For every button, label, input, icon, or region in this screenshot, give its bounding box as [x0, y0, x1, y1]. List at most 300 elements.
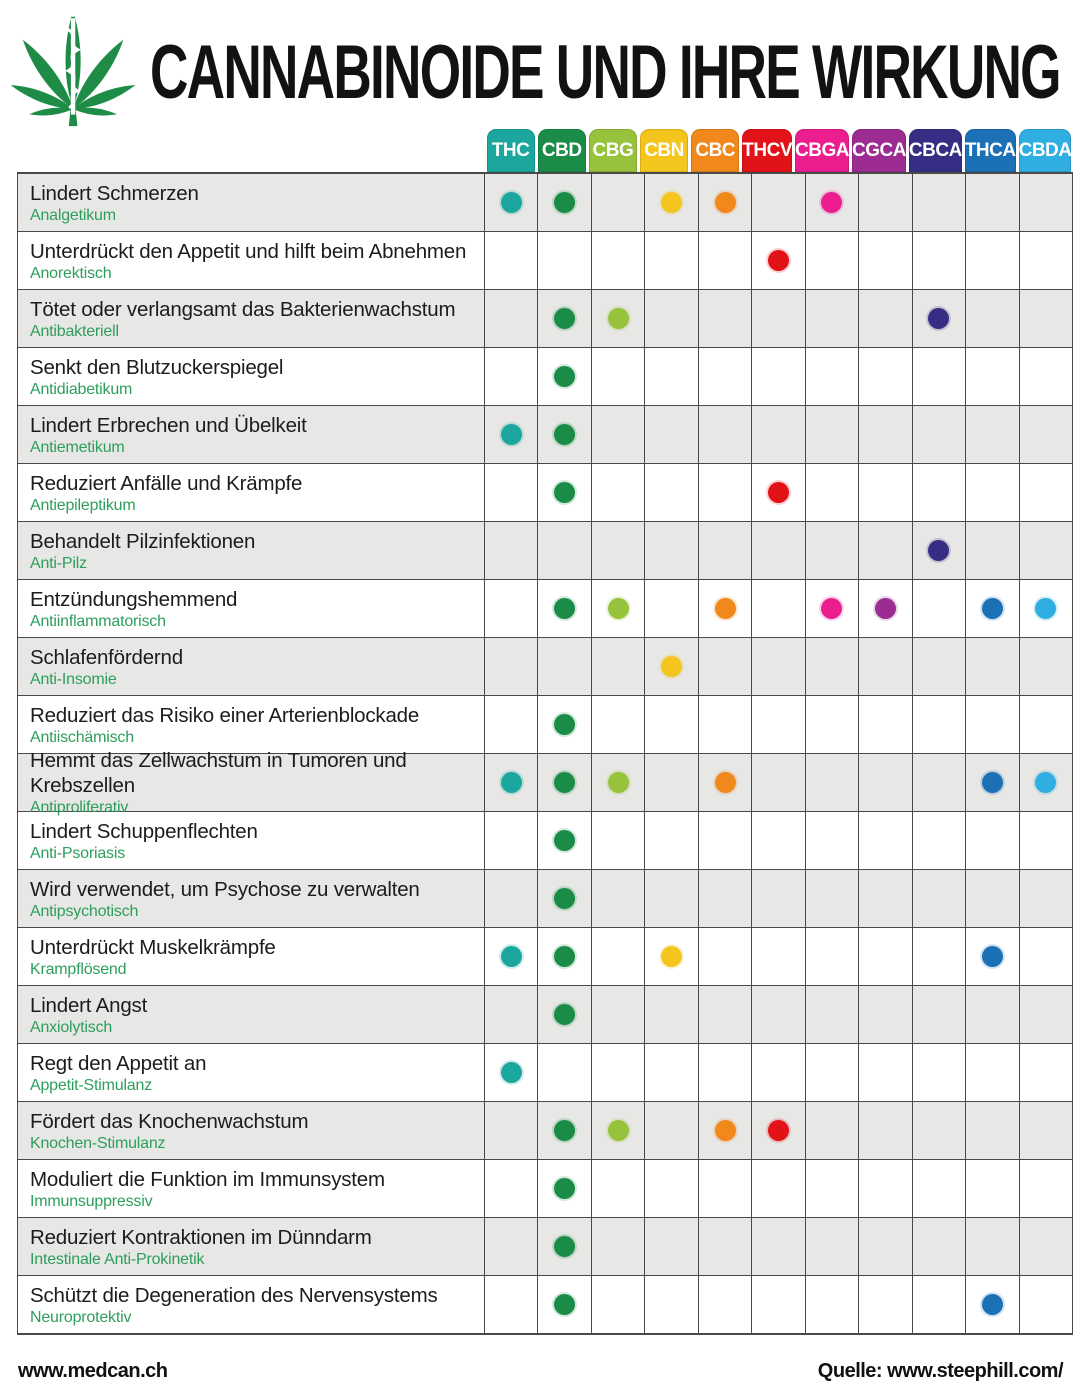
- dot-cell-CBC: [699, 580, 752, 637]
- table-row: [18, 580, 1072, 638]
- dot-cell-CBD: [538, 348, 591, 405]
- row-label-cell: [18, 174, 485, 231]
- dot-cell-THCA: [966, 464, 1019, 521]
- dot-CBD: [554, 1294, 575, 1315]
- effect-label: Lindert Schmerzen: [30, 181, 199, 205]
- dot-cell-CBD: [538, 464, 591, 521]
- column-header-tabs: [485, 129, 1073, 172]
- dot-CBC: [715, 598, 736, 619]
- dot-CBDA: [1035, 598, 1056, 619]
- dot-CBD: [554, 946, 575, 967]
- dot-cell-THCV: [752, 174, 805, 231]
- dot-cell-THCV: [752, 638, 805, 695]
- dot-cell-CBCA: [913, 1160, 966, 1217]
- dot-cell-CBC: [699, 812, 752, 869]
- effect-label: Fördert das Knochenwachstum: [30, 1109, 309, 1133]
- dot-cell-THCA: [966, 1160, 1019, 1217]
- dot-cell-CBDA: [1020, 870, 1072, 927]
- dot-cell-THCV: [752, 1044, 805, 1101]
- dot-cell-CBC: [699, 464, 752, 521]
- dot-cell-CGCA: [859, 1218, 912, 1275]
- dot-cell-THCV: [752, 696, 805, 753]
- dot-cell-CBCA: [913, 232, 966, 289]
- dot-cell-CBCA: [913, 464, 966, 521]
- dot-cell-CBD: [538, 754, 591, 811]
- dot-cell-CBDA: [1020, 174, 1072, 231]
- row-label-cell: [18, 348, 485, 405]
- dot-cell-CBDA: [1020, 580, 1072, 637]
- dot-CBD: [554, 1004, 575, 1025]
- dot-CBD: [554, 772, 575, 793]
- dot-cell-THCA: [966, 928, 1019, 985]
- effect-label: Lindert Schuppenflechten: [30, 819, 258, 843]
- dot-cell-CBN: [645, 290, 698, 347]
- dot-cell-CBD: [538, 1160, 591, 1217]
- dot-CBD: [554, 1236, 575, 1257]
- dot-cell-CBG: [592, 1044, 645, 1101]
- dot-cell-THCA: [966, 1276, 1019, 1333]
- category-label: Appetit-Stimulanz: [30, 1076, 152, 1094]
- dot-cell-CGCA: [859, 1044, 912, 1101]
- column-header-THC: THC: [487, 129, 535, 172]
- dot-CBDA: [1035, 772, 1056, 793]
- dot-cell-THC: [485, 928, 538, 985]
- dot-cell-THCA: [966, 754, 1019, 811]
- dot-cell-CBDA: [1020, 232, 1072, 289]
- dot-cell-CBD: [538, 928, 591, 985]
- dot-cell-CGCA: [859, 986, 912, 1043]
- effect-label: Reduziert Kontraktionen im Dünndarm: [30, 1225, 372, 1249]
- table-row: [18, 696, 1072, 754]
- dot-cell-CGCA: [859, 812, 912, 869]
- dot-cell-CBDA: [1020, 696, 1072, 753]
- dot-CBCA: [928, 540, 949, 561]
- dot-CBC: [715, 192, 736, 213]
- dot-cell-THCA: [966, 870, 1019, 927]
- dot-cell-CBCA: [913, 580, 966, 637]
- row-label-cell: [18, 638, 485, 695]
- dot-cell-CGCA: [859, 928, 912, 985]
- dot-cell-CBD: [538, 812, 591, 869]
- category-label: Antidiabetikum: [30, 380, 133, 398]
- dot-cell-CBC: [699, 1218, 752, 1275]
- dot-CBGA: [821, 192, 842, 213]
- dot-cell-CBCA: [913, 1044, 966, 1101]
- dot-cell-CBGA: [806, 232, 859, 289]
- dot-CBN: [661, 946, 682, 967]
- dot-cell-THC: [485, 696, 538, 753]
- table-row: [18, 406, 1072, 464]
- dot-cell-THCA: [966, 580, 1019, 637]
- table-row: [18, 174, 1072, 232]
- dot-cell-CBG: [592, 522, 645, 579]
- dot-cell-THCA: [966, 1102, 1019, 1159]
- dot-cell-CBGA: [806, 1102, 859, 1159]
- row-label-cell: [18, 580, 485, 637]
- dot-cell-CBG: [592, 174, 645, 231]
- dot-cell-CBDA: [1020, 928, 1072, 985]
- dot-CBN: [661, 192, 682, 213]
- column-header-CBD: CBD: [538, 129, 586, 172]
- dot-CBG: [608, 308, 629, 329]
- dot-CBD: [554, 1178, 575, 1199]
- dot-cell-CBCA: [913, 522, 966, 579]
- effects-table: [17, 172, 1073, 1335]
- dot-cell-THC: [485, 348, 538, 405]
- column-header-CBGA: CBGA: [795, 129, 849, 172]
- column-header-THCA: THCA: [965, 129, 1016, 172]
- dot-cell-CBC: [699, 928, 752, 985]
- dot-cell-THC: [485, 1044, 538, 1101]
- dot-cell-CBCA: [913, 638, 966, 695]
- dot-cell-CBG: [592, 1102, 645, 1159]
- dot-cell-THC: [485, 1218, 538, 1275]
- table-row: [18, 1044, 1072, 1102]
- dot-cell-CBN: [645, 232, 698, 289]
- dot-cell-THCV: [752, 1102, 805, 1159]
- dot-cell-CBG: [592, 406, 645, 463]
- dot-cell-CGCA: [859, 348, 912, 405]
- effect-label: Tötet oder verlangsamt das Bakterienwachstum: [30, 297, 456, 321]
- effect-label: Entzündungshemmend: [30, 587, 238, 611]
- dot-cell-CBD: [538, 986, 591, 1043]
- dot-cell-CGCA: [859, 464, 912, 521]
- footer-source: Quelle: www.steephill.com/: [817, 1360, 1063, 1382]
- dot-cell-THC: [485, 812, 538, 869]
- dot-cell-CBGA: [806, 464, 859, 521]
- dot-cell-CBDA: [1020, 522, 1072, 579]
- dot-cell-CBG: [592, 638, 645, 695]
- dot-THC: [501, 192, 522, 213]
- dot-cell-CBC: [699, 696, 752, 753]
- dot-CBG: [608, 772, 629, 793]
- dot-cell-CBG: [592, 870, 645, 927]
- dot-cell-CBG: [592, 1160, 645, 1217]
- dot-cell-CBD: [538, 522, 591, 579]
- dot-THCV: [768, 1120, 789, 1141]
- dot-THC: [501, 772, 522, 793]
- dot-cell-CBCA: [913, 174, 966, 231]
- dot-cell-CBG: [592, 580, 645, 637]
- dot-cell-THCV: [752, 754, 805, 811]
- dot-cell-CBGA: [806, 986, 859, 1043]
- dot-CBGA: [821, 598, 842, 619]
- dot-cell-CGCA: [859, 232, 912, 289]
- dot-cell-CBN: [645, 1044, 698, 1101]
- effect-label: Reduziert das Risiko einer Arterienblockade: [30, 703, 420, 727]
- dot-THCA: [982, 946, 1003, 967]
- dot-THCA: [982, 1294, 1003, 1315]
- effect-label: Hemmt das Zellwachstum in Tumoren und Krebszellen: [30, 749, 407, 797]
- dot-THC: [501, 1062, 522, 1083]
- dot-CBD: [554, 192, 575, 213]
- row-label-cell: [18, 870, 485, 927]
- dot-cell-THCV: [752, 1218, 805, 1275]
- dot-cell-CGCA: [859, 174, 912, 231]
- dot-cell-CBC: [699, 1102, 752, 1159]
- dot-cell-THC: [485, 580, 538, 637]
- dot-cell-CBDA: [1020, 464, 1072, 521]
- dot-cell-THCA: [966, 1044, 1019, 1101]
- dot-cell-THCV: [752, 580, 805, 637]
- page-title: CANNABINOIDE UND IHRE WIRKUNG: [150, 29, 1060, 115]
- dot-cell-CBDA: [1020, 1218, 1072, 1275]
- category-label: Analgetikum: [30, 206, 116, 224]
- dot-cell-CBD: [538, 1276, 591, 1333]
- dot-cell-CBC: [699, 406, 752, 463]
- dot-cell-CBG: [592, 232, 645, 289]
- dot-cell-THCV: [752, 1160, 805, 1217]
- dot-CBCA: [928, 308, 949, 329]
- category-label: Anxiolytisch: [30, 1018, 113, 1036]
- dot-cell-CBGA: [806, 174, 859, 231]
- dot-cell-THCV: [752, 406, 805, 463]
- dot-cell-CGCA: [859, 580, 912, 637]
- dot-CBD: [554, 830, 575, 851]
- dot-CBD: [554, 424, 575, 445]
- row-label-cell: [18, 928, 485, 985]
- dot-cell-CBDA: [1020, 406, 1072, 463]
- category-label: Anorektisch: [30, 264, 112, 282]
- dot-cell-CBN: [645, 812, 698, 869]
- dot-cell-THCA: [966, 986, 1019, 1043]
- dot-cell-CBDA: [1020, 1160, 1072, 1217]
- dot-cell-THCV: [752, 522, 805, 579]
- dot-cell-CBCA: [913, 754, 966, 811]
- category-label: Krampflösend: [30, 960, 127, 978]
- dot-cell-CBN: [645, 754, 698, 811]
- dot-cell-THC: [485, 522, 538, 579]
- dot-cell-CBCA: [913, 812, 966, 869]
- table-row: [18, 290, 1072, 348]
- table-row: [18, 638, 1072, 696]
- dot-CBD: [554, 308, 575, 329]
- dot-cell-CBD: [538, 1102, 591, 1159]
- dot-cell-THC: [485, 174, 538, 231]
- dot-CBD: [554, 714, 575, 735]
- dot-cell-THCV: [752, 348, 805, 405]
- dot-cell-CBC: [699, 348, 752, 405]
- table-row: [18, 986, 1072, 1044]
- category-label: Anti-Pilz: [30, 554, 87, 572]
- dot-cell-CBN: [645, 348, 698, 405]
- dot-cell-THCA: [966, 1218, 1019, 1275]
- dot-cell-CBCA: [913, 406, 966, 463]
- dot-cell-CBC: [699, 986, 752, 1043]
- category-label: Antipsychotisch: [30, 902, 139, 920]
- dot-cell-THC: [485, 1102, 538, 1159]
- dot-cell-CBGA: [806, 1160, 859, 1217]
- dot-cell-CBG: [592, 754, 645, 811]
- dot-cell-THCA: [966, 232, 1019, 289]
- dot-cell-THCA: [966, 696, 1019, 753]
- dot-cell-CBN: [645, 870, 698, 927]
- dot-cell-CGCA: [859, 1102, 912, 1159]
- table-row: [18, 232, 1072, 290]
- dot-cell-CGCA: [859, 406, 912, 463]
- dot-cell-CBG: [592, 928, 645, 985]
- dot-cell-CBGA: [806, 522, 859, 579]
- dot-cell-CBDA: [1020, 1102, 1072, 1159]
- dot-cell-CBC: [699, 1160, 752, 1217]
- dot-cell-CBDA: [1020, 754, 1072, 811]
- row-label-cell: [18, 464, 485, 521]
- table-row: [18, 1218, 1072, 1276]
- dot-cell-CBN: [645, 1160, 698, 1217]
- dot-cell-CGCA: [859, 754, 912, 811]
- effect-label: Behandelt Pilzinfektionen: [30, 529, 256, 553]
- row-label-cell: [18, 1160, 485, 1217]
- category-label: Anti-Psoriasis: [30, 844, 126, 862]
- table-row: [18, 870, 1072, 928]
- dot-cell-CBC: [699, 754, 752, 811]
- dot-CBC: [715, 1120, 736, 1141]
- dot-cell-THCA: [966, 812, 1019, 869]
- dot-cell-CBGA: [806, 928, 859, 985]
- column-header-CBG: CBG: [589, 129, 637, 172]
- dot-cell-CBCA: [913, 870, 966, 927]
- dot-cell-CBD: [538, 232, 591, 289]
- dot-cell-CBCA: [913, 986, 966, 1043]
- dot-cell-CBD: [538, 406, 591, 463]
- dot-cell-CGCA: [859, 870, 912, 927]
- dot-cell-CBGA: [806, 348, 859, 405]
- row-label-cell: [18, 232, 485, 289]
- dot-CBD: [554, 1120, 575, 1141]
- dot-cell-THCV: [752, 290, 805, 347]
- table-row: [18, 749, 1072, 816]
- dot-cell-CBGA: [806, 580, 859, 637]
- category-label: Neuroprotektiv: [30, 1308, 132, 1326]
- dot-cell-CBDA: [1020, 812, 1072, 869]
- dot-cell-CBC: [699, 638, 752, 695]
- dot-cell-CBC: [699, 1276, 752, 1333]
- dot-cell-THCV: [752, 232, 805, 289]
- row-label-cell: [18, 406, 485, 463]
- dot-CBD: [554, 482, 575, 503]
- dot-cell-CGCA: [859, 1160, 912, 1217]
- column-header-THCV: THCV: [742, 129, 792, 172]
- dot-cell-CBG: [592, 348, 645, 405]
- effect-label: Lindert Erbrechen und Übelkeit: [30, 413, 307, 437]
- dot-cell-CBGA: [806, 406, 859, 463]
- dot-cell-THC: [485, 870, 538, 927]
- footer-website: www.medcan.ch: [18, 1360, 168, 1382]
- dot-cell-THCA: [966, 406, 1019, 463]
- category-label: Anti-Insomie: [30, 670, 117, 688]
- dot-cell-THCV: [752, 464, 805, 521]
- dot-cell-CBN: [645, 464, 698, 521]
- dot-cell-CBD: [538, 290, 591, 347]
- row-label-cell: [18, 1102, 485, 1159]
- dot-THCV: [768, 482, 789, 503]
- effect-label: Schlafenfördernd: [30, 645, 183, 669]
- table-row: [18, 1160, 1072, 1218]
- dot-cell-CBD: [538, 696, 591, 753]
- category-label: Antibakteriell: [30, 322, 119, 340]
- dot-cell-CBN: [645, 580, 698, 637]
- dot-cell-CBN: [645, 928, 698, 985]
- effect-label: Reduziert Anfälle und Krämpfe: [30, 471, 303, 495]
- dot-cell-CBDA: [1020, 290, 1072, 347]
- effect-label: Schützt die Degeneration des Nervensystems: [30, 1283, 438, 1307]
- category-label: Antiepileptikum: [30, 496, 136, 514]
- dot-CGCA: [875, 598, 896, 619]
- dot-cell-CBCA: [913, 1218, 966, 1275]
- dot-CBD: [554, 888, 575, 909]
- column-header-CBCA: CBCA: [909, 129, 962, 172]
- dot-cell-THC: [485, 754, 538, 811]
- dot-CBG: [608, 1120, 629, 1141]
- effect-label: Senkt den Blutzuckerspiegel: [30, 355, 284, 379]
- dot-cell-CBG: [592, 986, 645, 1043]
- effect-label: Unterdrückt den Appetit und hilft beim Abnehmen: [30, 239, 467, 263]
- dot-cell-THC: [485, 1160, 538, 1217]
- row-label-cell: [18, 812, 485, 869]
- dot-cell-THCA: [966, 522, 1019, 579]
- dot-cell-THC: [485, 986, 538, 1043]
- dot-cell-THC: [485, 232, 538, 289]
- table-row: [18, 928, 1072, 986]
- effect-label: Moduliert die Funktion im Immunsystem: [30, 1167, 385, 1191]
- dot-cell-CGCA: [859, 290, 912, 347]
- table-row: [18, 522, 1072, 580]
- table-row: [18, 812, 1072, 870]
- column-header-CGCA: CGCA: [852, 129, 906, 172]
- row-label-cell: [18, 1218, 485, 1275]
- dot-cell-THCV: [752, 870, 805, 927]
- effect-label: Unterdrückt Muskelkrämpfe: [30, 935, 276, 959]
- dot-cell-THC: [485, 638, 538, 695]
- dot-THCV: [768, 250, 789, 271]
- dot-cell-CBC: [699, 290, 752, 347]
- row-label-cell: [18, 749, 485, 816]
- table-row: [18, 1276, 1072, 1334]
- row-label-cell: [18, 1276, 485, 1333]
- dot-cell-CBCA: [913, 1102, 966, 1159]
- dot-cell-CBD: [538, 870, 591, 927]
- dot-cell-THCA: [966, 290, 1019, 347]
- dot-cell-THC: [485, 406, 538, 463]
- row-label-cell: [18, 696, 485, 753]
- dot-THCA: [982, 598, 1003, 619]
- dot-CBD: [554, 366, 575, 387]
- dot-cell-CBCA: [913, 1276, 966, 1333]
- dot-cell-CBN: [645, 522, 698, 579]
- dot-cell-THCA: [966, 638, 1019, 695]
- dot-cell-CBGA: [806, 638, 859, 695]
- dot-cell-CBDA: [1020, 638, 1072, 695]
- dot-cell-CGCA: [859, 696, 912, 753]
- dot-cell-CBN: [645, 638, 698, 695]
- dot-cell-CBC: [699, 522, 752, 579]
- dot-cell-CBDA: [1020, 1276, 1072, 1333]
- dot-cell-CBG: [592, 464, 645, 521]
- dot-cell-CBG: [592, 290, 645, 347]
- dot-cell-CBDA: [1020, 986, 1072, 1043]
- row-label-cell: [18, 1044, 485, 1101]
- dot-cell-CBGA: [806, 1276, 859, 1333]
- row-label-cell: [18, 986, 485, 1043]
- effect-label: Wird verwendet, um Psychose zu verwalten: [30, 877, 420, 901]
- table-row: [18, 1102, 1072, 1160]
- dot-cell-CBCA: [913, 348, 966, 405]
- column-header-CBDA: CBDA: [1019, 129, 1072, 172]
- dot-CBN: [661, 656, 682, 677]
- dot-cell-CGCA: [859, 1276, 912, 1333]
- row-label-cell: [18, 522, 485, 579]
- dot-cell-CBN: [645, 986, 698, 1043]
